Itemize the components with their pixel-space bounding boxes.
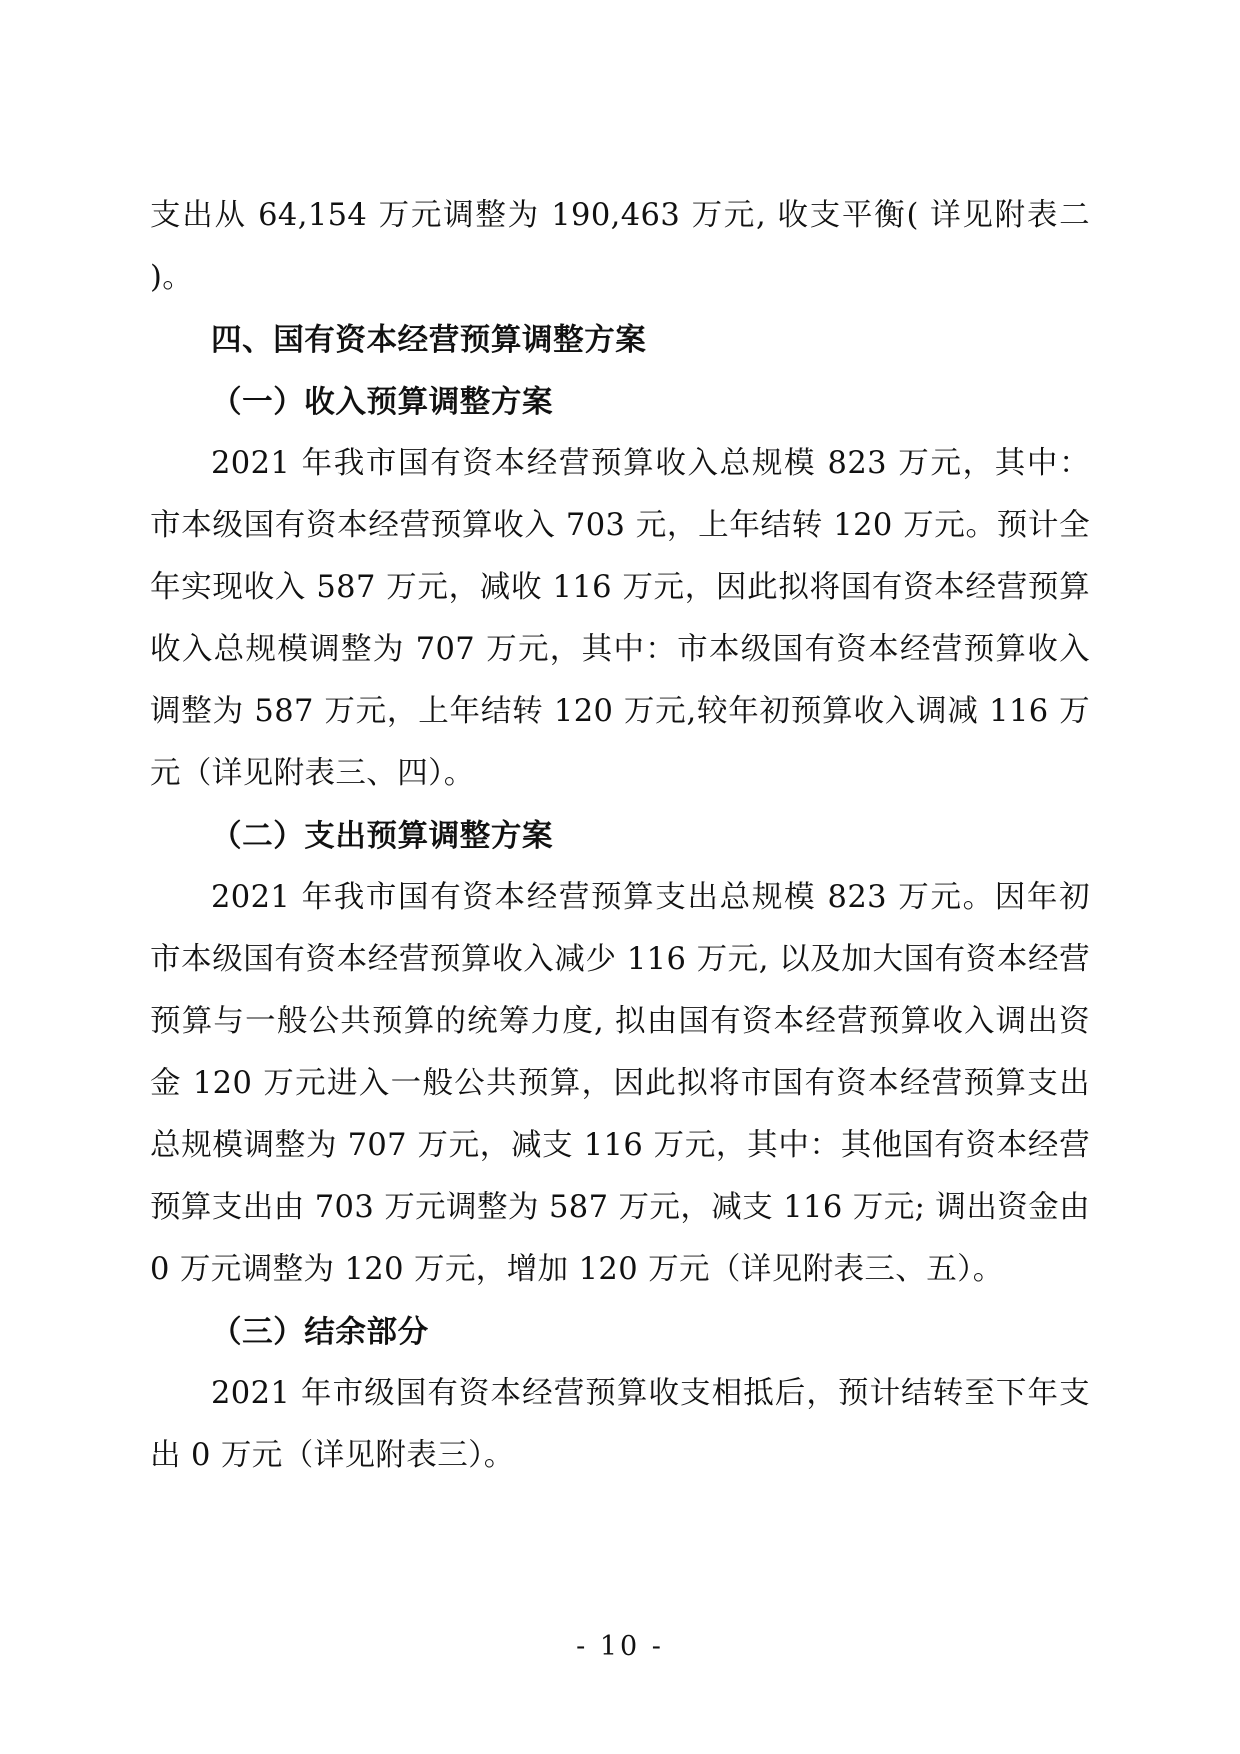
paragraph-income-budget-adjustment: 2021 年我市国有资本经营预算收入总规模 823 万元，其中：市本级国有资本经营预算收入 703 元，上年结转 120 万元。预计全年实现收入 587 万元，减收 116 万元，因此拟将国有资本经营预算收入总规模调整为 707 万元，其中：市本级国有资本经营预算收入调整为 587 万元，上年结转 120 万元,较年初预算收入调减 116 万元（详见附表三、四）。 — [150, 446, 1090, 791]
heading-subsection-two: （二）支出预算调整方案 — [211, 818, 554, 854]
page-number: - 10 - — [576, 1631, 664, 1662]
heading-subsection-one: （一）收入预算调整方案 — [211, 384, 554, 420]
paragraph-surplus: 2021 年市级国有资本经营预算收支相抵后，预计结转至下年支出 0 万元（详见附表三）。 — [150, 1376, 1090, 1473]
heading-section-four: 四、国有资本经营预算调整方案 — [211, 322, 647, 358]
heading-subsection-three: （三）结余部分 — [211, 1314, 429, 1350]
paragraph-expenditure-budget-adjustment: 2021 年我市国有资本经营预算支出总规模 823 万元。因年初市本级国有资本经营预算收入减少 116 万元, 以及加大国有资本经营预算与一般公共预算的统筹力度, 拟由国有资本经营预算收入调出资金 120 万元进入一般公共预算，因此拟将市国有资本经营预算支出总规模调整为 707 万元，减支 116 万元，其中：其他国有资本经营预算支出由 703 万元调整为 587 万元，减支 116 万元; 调出资金由 0 万元调整为 120 万元，增加 120 万元（详见附表三、五）。 — [150, 880, 1090, 1287]
paragraph-continued-budget-balance: 支出从 64,154 万元调整为 190,463 万元, 收支平衡( 详见附表二 )。 — [150, 198, 1090, 295]
